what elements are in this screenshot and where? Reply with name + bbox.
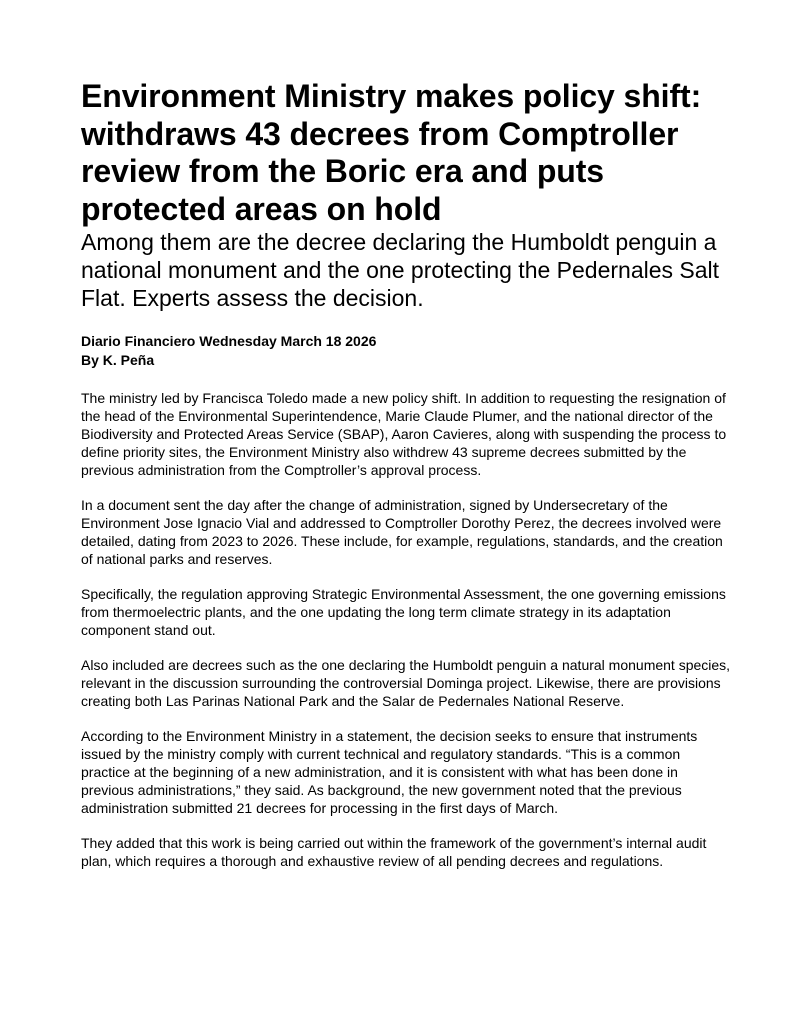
- article-paragraph: Also included are decrees such as the one declaring the Humboldt penguin a natural monument species, relevant in the discussion surrounding the controversial Dominga project. Likewise, there are provisions creating both Las Parinas National Park and the Salar de Pedernales National Reserve.: [81, 657, 731, 709]
- article-paragraph: They added that this work is being carried out within the framework of the government’s internal audit plan, which requires a thorough and exhaustive review of all pending decrees and regulations.: [81, 835, 707, 869]
- article-body: [81, 389, 731, 870]
- article-byline: By K. Peña: [81, 351, 155, 368]
- article-dateline: Diario Financiero Wednesday March 18 2026: [81, 333, 377, 349]
- article-paragraph: The ministry led by Francisca Toledo made a new policy shift. In addition to requesting the resignation of the head of the Environmental Superintendence, Marie Claude Plumer, and the national director of the Biodiversity and Protected Areas Service (SBAP), Aaron Cavieres, along with suspending the process to define priority sites, the Environment Ministry also withdrew 43 supreme decrees submitted by the previous administration from the Comptroller’s approval process.: [81, 390, 727, 478]
- article-meta: [81, 332, 731, 369]
- article-subheadline: Among them are the decree declaring the Humboldt penguin a national monument and the one protecting the Pedernales Salt Flat. Experts assess the decision.: [81, 229, 720, 311]
- article-paragraph: Specifically, the regulation approving Strategic Environmental Assessment, the one governing emissions from thermoelectric plants, and the one updating the long term climate strategy in its adaptation component stand out.: [81, 586, 726, 638]
- article: [81, 78, 731, 887]
- article-headline: Environment Ministry makes policy shift: withdraws 43 decrees from Comptroller review from the Boric era and puts protected areas on hold: [81, 78, 702, 227]
- article-paragraph: According to the Environment Ministry in a statement, the decision seeks to ensure that instruments issued by the ministry comply with current technical and regulatory standards. “This is a common practice at the beginning of a new administration, and it is consistent with what has been done in previous administrations,” they said. As background, the new government noted that the previous administration submitted 21 decrees for processing in the first days of March.: [81, 728, 698, 816]
- article-paragraph: In a document sent the day after the change of administration, signed by Undersecretary of the Environment Jose Ignacio Vial and addressed to Comptroller Dorothy Perez, the decrees involved were detailed, dating from 2023 to 2026. These include, for example, regulations, standards, and the creation of national parks and reserves.: [81, 497, 723, 567]
